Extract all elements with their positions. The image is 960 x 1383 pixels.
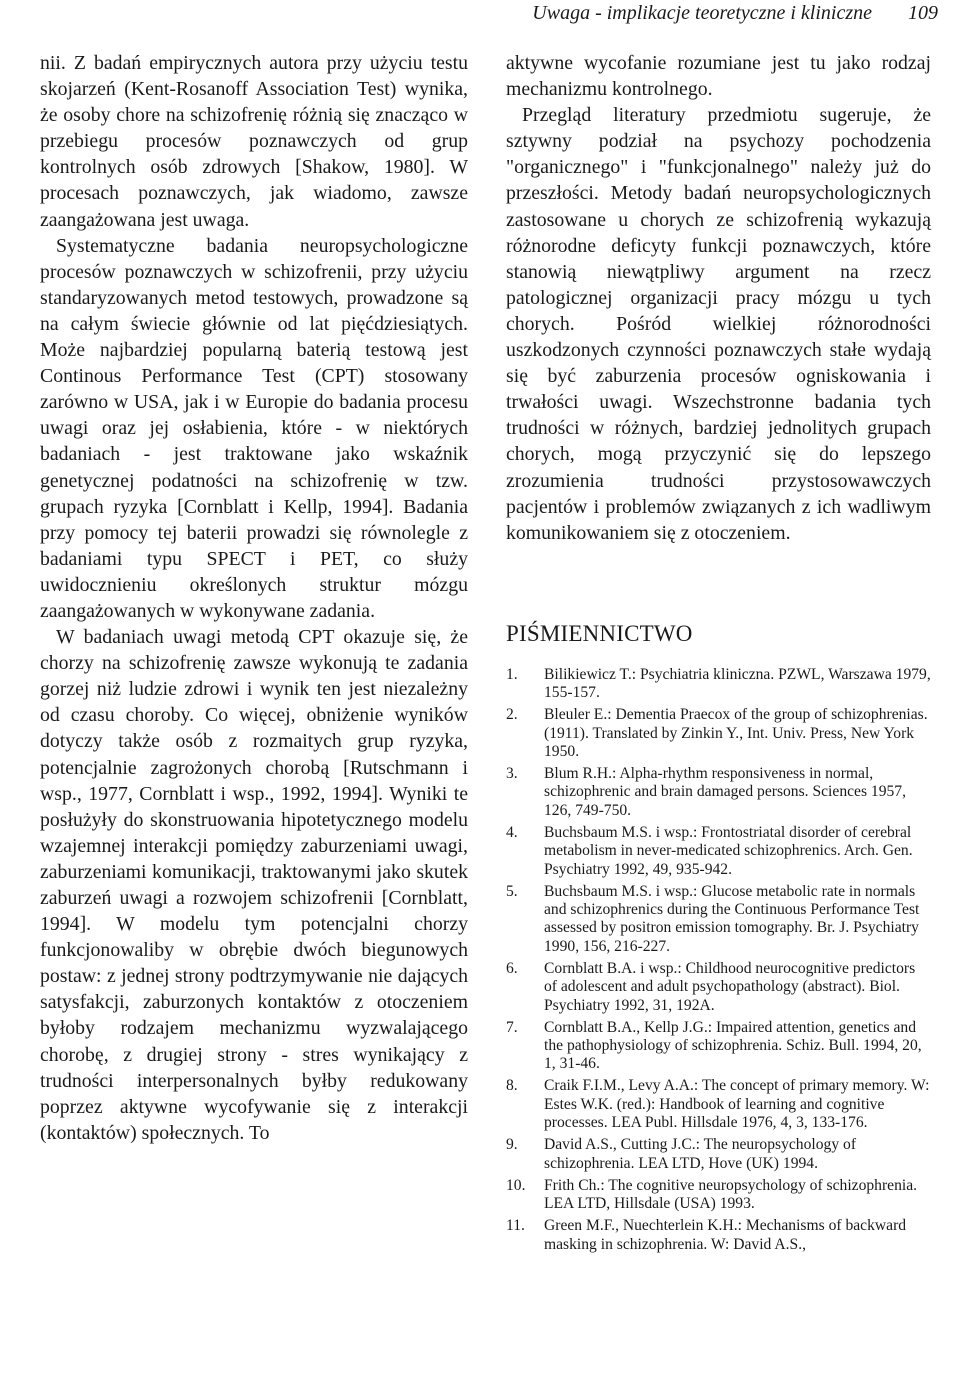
- bibliography-item: [506, 706, 931, 761]
- bibliography-item: [506, 1217, 931, 1254]
- bibliography-heading: PIŚMIENNICTWO: [506, 620, 693, 646]
- bibliography-item-text: David A.S., Cutting J.C.: The neuropsychology of schizophrenia. LEA LTD, Hove (UK) 1994.: [544, 1136, 857, 1172]
- bibliography-list: [506, 666, 931, 1254]
- bibliography-item-text: Cornblatt B.A., Kellp J.G.: Impaired attention, genetics and the pathophysiology of schizophrenia. Schiz. Bull. 1994, 20, 1, 31-46.: [544, 1018, 922, 1073]
- bibliography-item: [506, 960, 931, 1015]
- bibliography-item: [506, 765, 931, 820]
- bibliography-item-text: Buchsbaum M.S. i wsp.: Frontostriatal disorder of cerebral metabolism in never-medicated schizophrenics. Arch. Gen. Psychiatry 1992, 49, 935-942.: [544, 823, 913, 878]
- body-paragraph: Systematyczne badania neuropsychologiczne procesów poznawczych w schizofrenii, przy użyciu standaryzowanych metod testowych, prowadzone są na całym świecie głównie od lat pięćdziesiątych. Może najbardziej popularną baterią testową jest Continous Performance Test (CPT) stosowany zarówno w USA, jak i w Europie do badania procesu uwagi oraz jej osłabienia, które - w niektórych badaniach - jest traktowane jako wskaźnik genetycznej podatności na schizofrenię w tzw. grupach ryzyka [Cornblatt i Kellp, 1994]. Badania przy pomocy tej baterii prowadzi się równolegle z badaniami typu SPECT i PET, co służy uwidocznieniu określonych struktur mózgu zaangażowanych w wykonywane zadania.: [40, 234, 468, 622]
- bibliography-item-number: 1.: [506, 665, 518, 683]
- bibliography-item: [506, 883, 931, 957]
- bibliography-item-number: 11.: [506, 1217, 525, 1235]
- bibliography-item-number: 6.: [506, 959, 518, 977]
- bibliography-item-number: 8.: [506, 1077, 518, 1095]
- bibliography-item-text: Buchsbaum M.S. i wsp.: Glucose metabolic rate in normals and schizophrenics during the Continuous Performance Test assessed by positron emission tomography. Br. J. Psychiatry 1990, 156, 216-227.: [544, 882, 920, 955]
- right-column: [506, 50, 931, 1258]
- body-paragraph: W badaniach uwagi metodą CPT okazuje się, że chorzy na schizofrenię zawsze wykonują te zadania gorzej niż ludzie zdrowi i wynik ten jest niezależny od czasu choroby. Co więcej, obniżenie wyników dotyczy także osób z rozmaitych grup ryzyka, potencjalnie zagrożonych chorobą [Rutschmann i wsp., 1977, Cornblatt i wsp., 1992, 1994]. Wyniki te posłużyły do skonstruowania hipotetycznego modelu wzajemnej interakcji pomiędzy zaburzeniami uwagi, zaburzeniami komunikacji, traktowanymi jako skutek zaburzeń uwagi a rozwojem schizofrenii [Cornblatt, 1994]. W modelu tym potencjalni chorzy funkcjonowaliby w obrębie dwóch biegunowych postaw: z jednej strony podtrzymywanie nie dających satysfakcji, zaburzonych kontaktów z otoczeniem byłoby rodzajem mechanizmu wyzwalającego chorobę, z drugiej strony - stres wynikający z trudności interpersonalnych byłby redukowany poprzez aktywne wycofywanie się z interakcji (kontaktów) społecznych. To: [40, 626, 468, 1144]
- left-column: [40, 50, 468, 1146]
- bibliography-item: [506, 824, 931, 879]
- bibliography-item-text: Frith Ch.: The cognitive neuropsychology of schizophrenia. LEA LTD, Hillsdale (USA) 1993.: [544, 1176, 918, 1213]
- bibliography-item-number: 7.: [506, 1018, 518, 1036]
- bibliography-item-number: 10.: [506, 1176, 526, 1194]
- bibliography-item: [506, 1077, 931, 1132]
- bibliography-item-number: 3.: [506, 765, 518, 782]
- page-header: [0, 0, 960, 30]
- body-paragraph: aktywne wycofanie rozumiane jest tu jako rodzaj mechanizmu kontrolnego.: [506, 52, 931, 101]
- bibliography-item-text: Bilikiewicz T.: Psychiatria kliniczna. PZWL, Warszawa 1979, 155-157.: [544, 665, 931, 702]
- running-header-title: Uwaga - implikacje teoretyczne i kliniczne: [532, 2, 872, 24]
- body-paragraph: Przegląd literatury przedmiotu sugeruje, że sztywny podział na psychozy pochodzenia "organicznego" i "funkcjonalnego" należy już do przeszłości. Metody badań neuropsychologicznych zastosowane u chorych ze schizofrenią wykazują różnorodne deficyty funkcji poznawczych, które stanowią niewątpliwy argument na rzecz patologicznej organizacji pracy mózgu u tych chorych. Pośród wielkiej różnorodności uszkodzonych czynności poznawczych stałe wydają się być zaburzenia procesów ogniskowania i trwałości uwagi. Wszechstronne badania tych trudności w różnych, bardziej jednolitych grupach chorych, mogą przyczynić się do lepszego zrozumienia trudności przystosowawczych pacjentów i problemów związanych z ich wadliwym komunikowaniem się z otoczeniem.: [506, 104, 931, 544]
- page-number: 109: [908, 2, 938, 24]
- bibliography-item-text: Bleuler E.: Dementia Praecox of the group of schizophrenias. (1911). Translated by Zinkin Y., Int. Univ. Press, New York 1950.: [544, 706, 928, 760]
- bibliography-item-number: 4.: [506, 823, 518, 841]
- bibliography-item-text: Blum R.H.: Alpha-rhythm responsiveness in normal, schizophrenic and brain damaged persons. Sciences 1957, 126, 749-750.: [544, 765, 907, 819]
- bibliography-item-number: 9.: [506, 1136, 518, 1154]
- bibliography-item: [506, 1177, 931, 1214]
- body-paragraph: nii. Z badań empirycznych autora przy użyciu testu skojarzeń (Kent-Rosanoff Association Test) wynika, że osoby chore na schizofrenię różnią się znacząco w przebiegu procesów poznawczych od grup kontrolnych osób zdrowych [Shakow, 1980]. W procesach poznawczych, jak wiadomo, zawsze zaangażowana jest uwaga.: [40, 52, 468, 231]
- bibliography-item: [506, 1136, 931, 1173]
- bibliography-item-text: Green M.F., Nuechterlein K.H.: Mechanisms of backward masking in schizophrenia. W: David A.S.,: [544, 1217, 907, 1253]
- bibliography-item-text: Cornblatt B.A. i wsp.: Childhood neurocognitive predictors of adolescent and adult psychopathology (abstract). Biol. Psychiatry 1992, 31, 192A.: [544, 959, 916, 1014]
- bibliography-item-number: 2.: [506, 706, 518, 724]
- bibliography-item: [506, 1019, 931, 1074]
- bibliography-item: [506, 666, 931, 703]
- bibliography-item-number: 5.: [506, 882, 518, 900]
- bibliography-item-text: Craik F.I.M., Levy A.A.: The concept of primary memory. W: Estes W.K. (red.): Handbook of learning and cognitive processes. LEA Publ. Hillsdale 1976, 4, 3, 133-176.: [544, 1077, 930, 1132]
